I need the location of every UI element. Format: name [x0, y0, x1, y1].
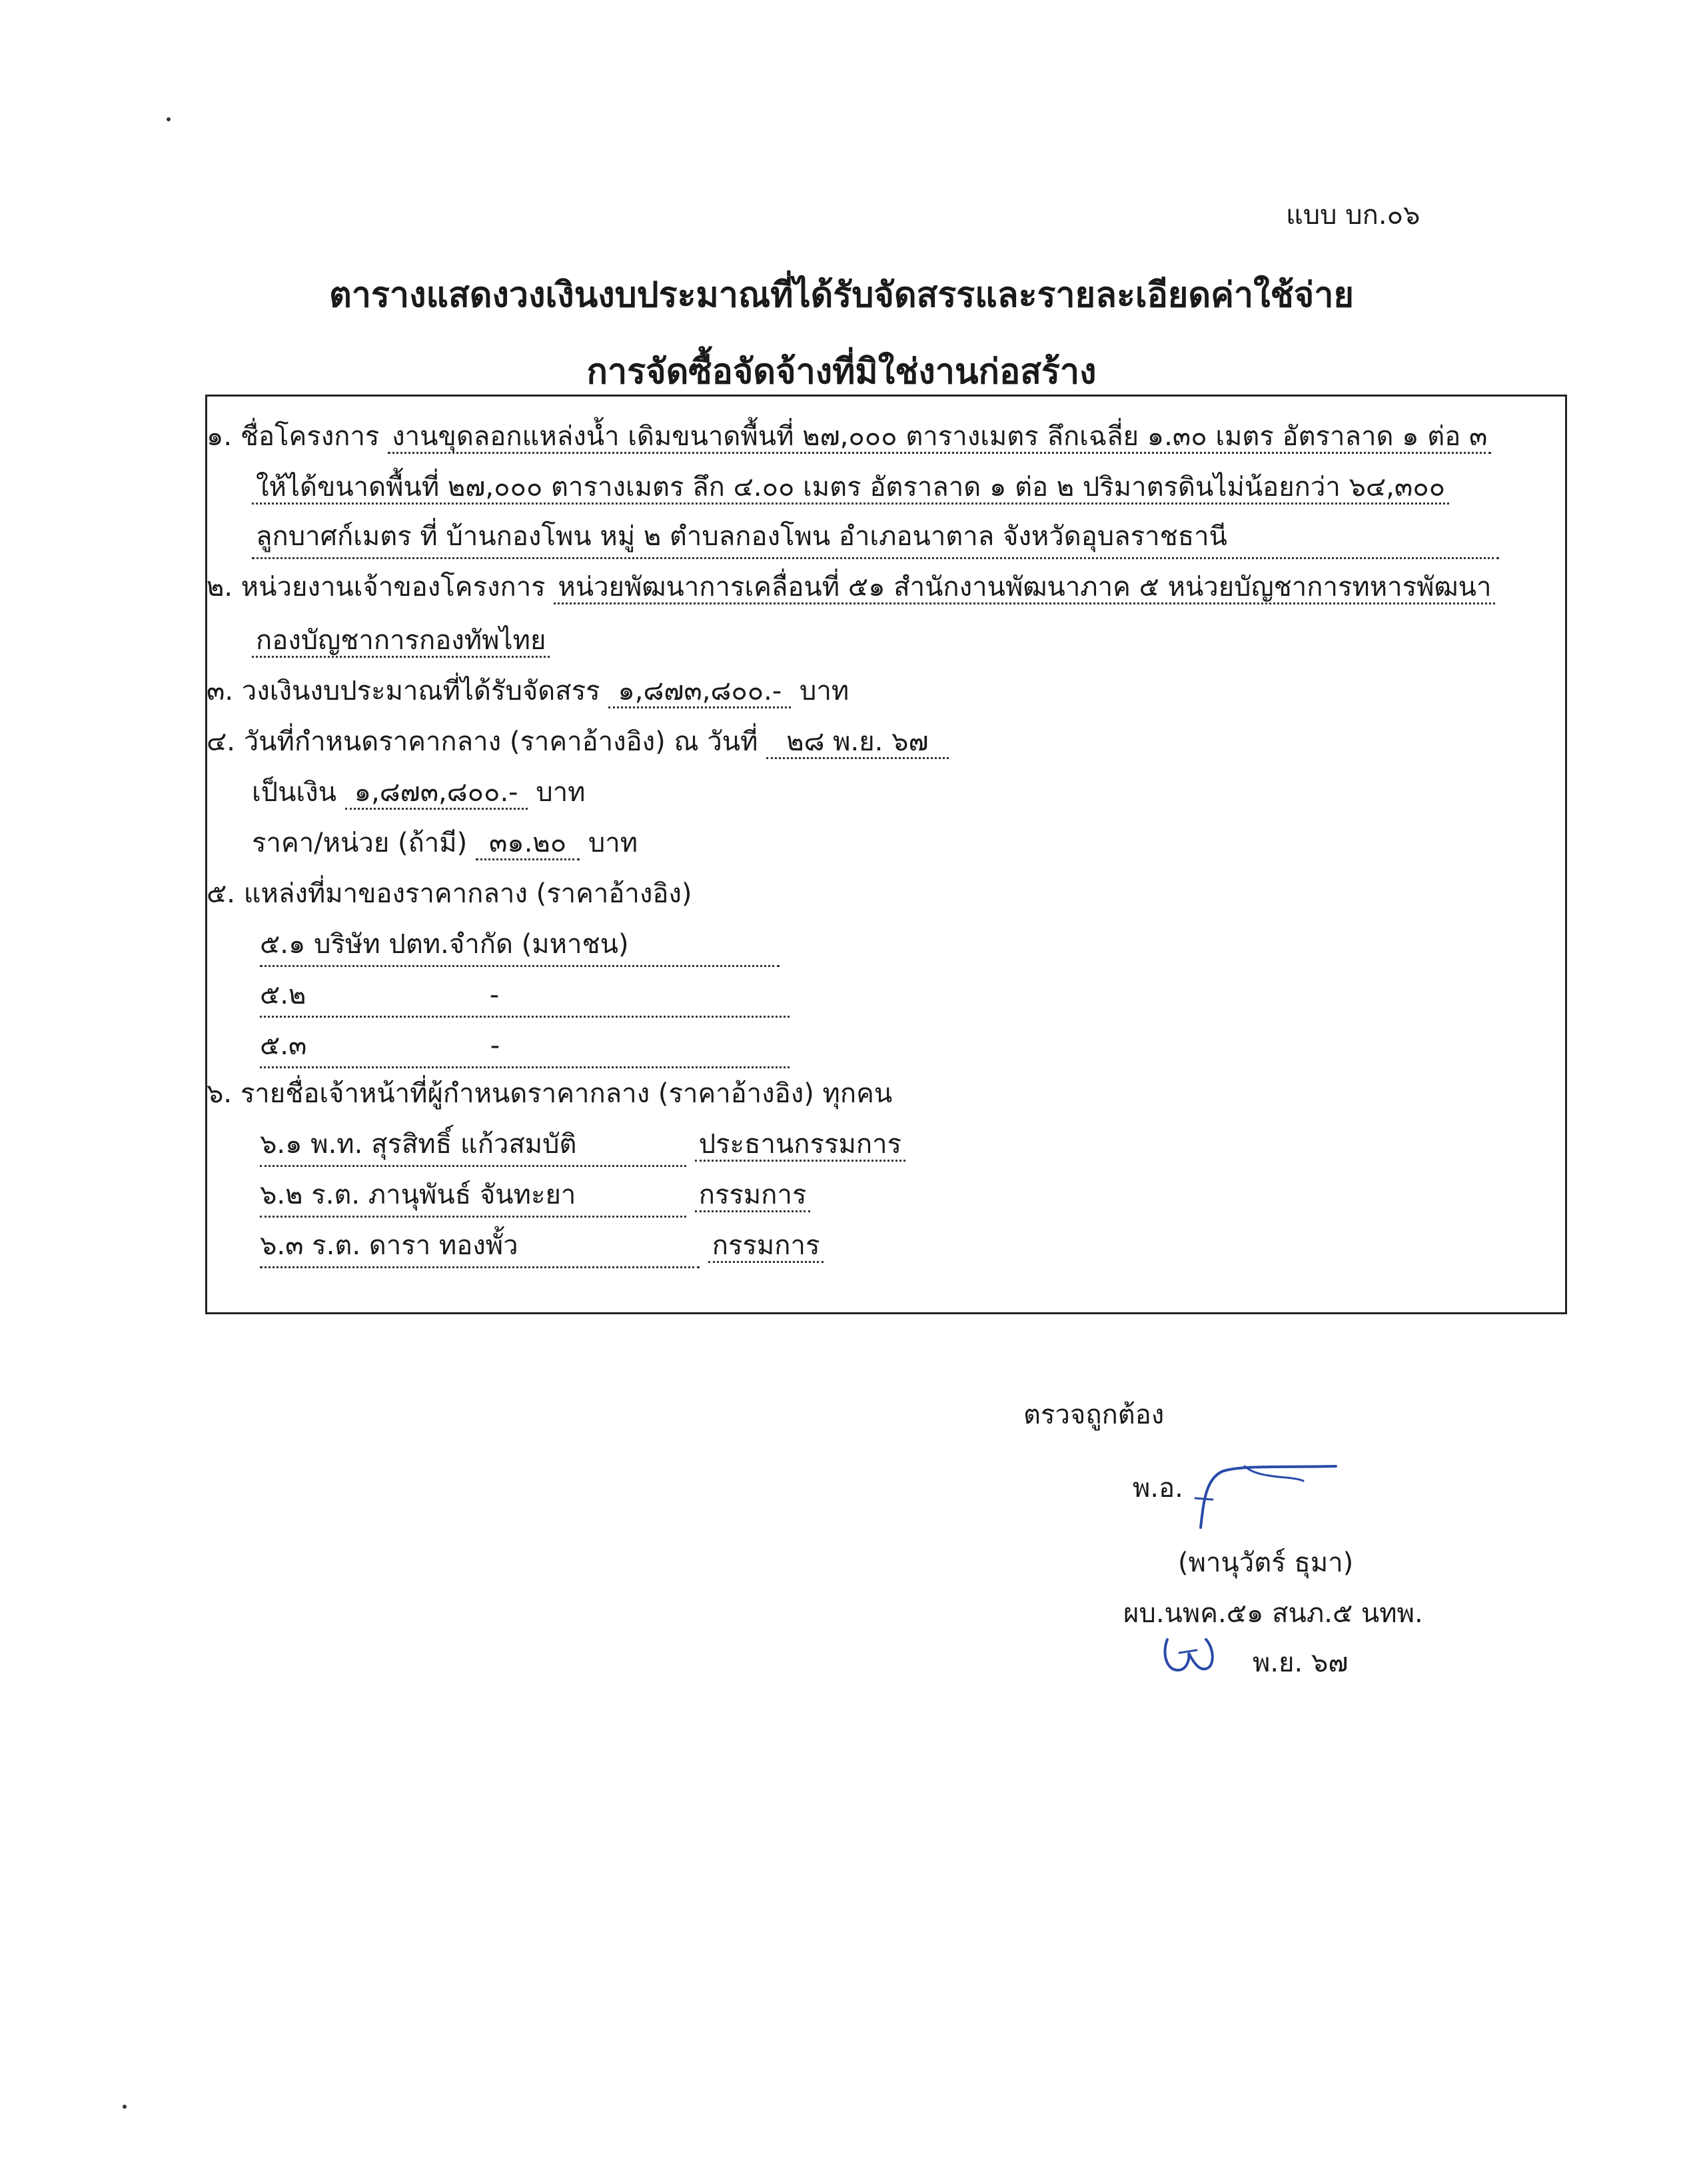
item3-row	[207, 669, 849, 712]
signature-image	[1186, 1453, 1346, 1533]
item5-source-num: ๕.๒	[260, 980, 306, 1010]
item4-row	[207, 720, 949, 762]
scan-speck	[167, 117, 171, 121]
item4-unit-price-row	[252, 821, 638, 864]
item4-amount-unit: บาท	[536, 777, 586, 808]
item6-member-name: ร.ต. ดารา ทองพั้ว	[312, 1230, 518, 1261]
item6-row	[207, 1072, 892, 1114]
item5-source-row	[260, 922, 780, 967]
item6-member-role: กรรมการ	[695, 1180, 811, 1212]
item6-member-role: กรรมการ	[708, 1230, 824, 1263]
item6-member-name: พ.ท. สุรสิทธิ์ แก้วสมบัติ	[310, 1129, 577, 1160]
item2-label: ๒. หน่วยงานเจ้าของโครงการ	[207, 572, 546, 602]
signer-position: ผบ.นพค.๕๑ สนภ.๕ นทพ.	[1123, 1598, 1423, 1629]
item5-source-num: ๕.๓	[260, 1030, 307, 1061]
item5-source-text: -	[489, 980, 500, 1010]
item4-label: ๔. วันที่กำหนดราคากลาง (ราคาอ้างอิง) ณ วันที่	[207, 726, 758, 757]
item2-owner-line1: หน่วยพัฒนาการเคลื่อนที่ ๕๑ สำนักงานพัฒนาภาค ๕ หน่วยบัญชาการทหารพัฒนา	[554, 572, 1495, 604]
item1-label: ๑. ชื่อโครงการ	[207, 421, 380, 452]
form-code: แบบ บก.๐๖	[1286, 200, 1420, 231]
item6-member-name: ร.ต. ภานุพันธ์ จันทะยา	[311, 1180, 576, 1210]
item6-member-num: ๖.๑	[260, 1129, 302, 1160]
item5-source-text: บริษัท ปตท.จำกัด (มหาชน)	[314, 929, 629, 960]
item1-project-line2: ให้ได้ขนาดพื้นที่ ๒๗,๐๐๐ ตารางเมตร ลึก ๔.๐๐ เมตร อัตราลาด ๑ ต่อ ๒ ปริมาตรดินไม่น้อยกว่า ๖๔,๓๐๐	[252, 472, 1449, 505]
item2-row2	[252, 618, 550, 661]
item3-label: ๓. วงเงินงบประมาณที่ได้รับจัดสรร	[207, 676, 600, 706]
handwritten-day-mark	[1159, 1626, 1219, 1679]
item6-member-row	[260, 1173, 810, 1218]
item4-unit-price-unit: บาท	[588, 828, 638, 858]
item6-member-num: ๖.๓	[260, 1230, 304, 1261]
item3-unit: บาท	[800, 676, 849, 706]
item6-member-row	[260, 1224, 824, 1268]
verified-label: ตรวจถูกต้อง	[1023, 1400, 1165, 1430]
item4-amount-row	[252, 770, 586, 813]
signer-name: (พานุวัตร์ ธุมา)	[1178, 1548, 1354, 1578]
item4-amount-label: เป็นเงิน	[252, 777, 336, 808]
item5-row	[207, 872, 692, 914]
item6-member-role: ประธานกรรมการ	[695, 1129, 905, 1162]
item2-owner-line2: กองบัญชาการกองทัพไทย	[252, 625, 550, 658]
item6-label: ๖. รายชื่อเจ้าหน้าที่ผู้กำหนดราคากลาง (ราคาอ้างอิง) ทุกคน	[207, 1078, 893, 1109]
item4-unit-price-value: ๓๑.๒๐	[476, 828, 580, 860]
item4-date: ๒๘ พ.ย. ๖๗	[766, 726, 948, 759]
signer-rank: พ.อ.	[1133, 1473, 1183, 1504]
item6-member-num: ๖.๒	[260, 1180, 303, 1210]
item5-source-row	[260, 973, 790, 1018]
item3-budget-value: ๑,๘๗๓,๘๐๐.-	[608, 676, 791, 708]
item2-row	[207, 565, 1495, 608]
item1-project-line3: ลูกบาศก์เมตร ที่ บ้านกองโพน หมู่ ๒ ตำบลกองโพน อำเภอนาตาล จังหวัดอุบลราชธานี	[252, 515, 1499, 559]
document-title-line1: ตารางแสดงวงเงินงบประมาณที่ได้รับจัดสรรและรายละเอียดค่าใช้จ่าย	[329, 275, 1354, 315]
item4-unit-price-label: ราคา/หน่วย (ถ้ามี)	[252, 828, 468, 858]
item4-amount-value: ๑,๘๗๓,๘๐๐.-	[345, 777, 528, 810]
item5-source-row	[260, 1024, 790, 1068]
item5-source-text: -	[490, 1030, 500, 1061]
scan-speck	[123, 2105, 127, 2109]
item1-row3	[252, 515, 1499, 559]
item5-label: ๕. แหล่งที่มาของราคากลาง (ราคาอ้างอิง)	[207, 878, 692, 909]
item5-source-num: ๕.๑	[260, 929, 306, 960]
item1-project-line1: งานขุดลอกแหล่งน้ำ เดิมขนาดพื้นที่ ๒๗,๐๐๐ ตารางเมตร ลึกเฉลี่ย ๑.๓๐ เมตร อัตราลาด ๑ ต่อ ๓	[388, 421, 1491, 454]
sign-date: พ.ย. ๖๗	[1253, 1647, 1349, 1678]
item1-row	[207, 415, 1491, 457]
item6-member-row	[260, 1122, 905, 1167]
item1-row2	[252, 465, 1449, 508]
document-title-line2: การจัดซื้อจัดจ้างที่มิใช่งานก่อสร้าง	[586, 352, 1097, 392]
